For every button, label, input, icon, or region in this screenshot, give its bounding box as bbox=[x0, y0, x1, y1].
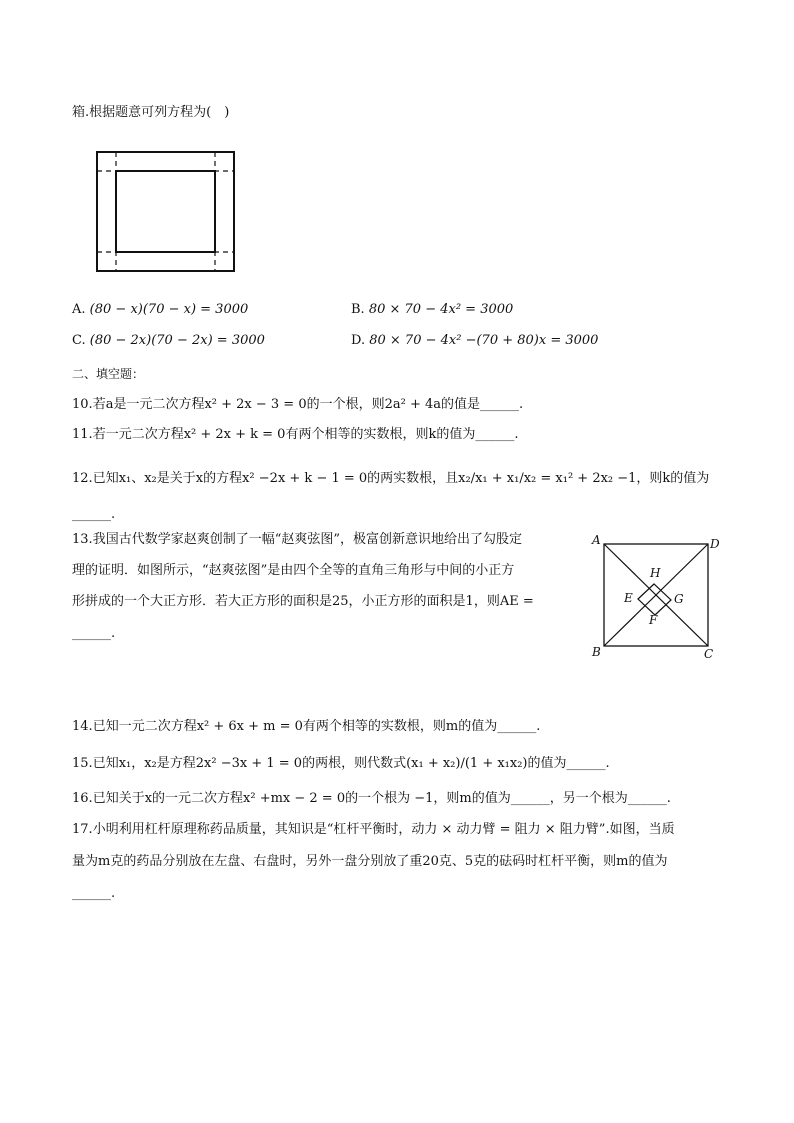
question-text: 已知关于x的一元二次方程x² +mx − 2 = 0的一个根为 −1，则m的值为______，另一个根为______. bbox=[92, 791, 671, 806]
question-13-line-2: 理的证明．如图所示，“赵爽弦图”是由四个全等的直角三角形与中间的小正方 bbox=[72, 563, 515, 578]
question-number: 13. bbox=[72, 532, 93, 547]
option-d-expr: 80 × 70 − 4x² −(70 + 80)x = 3000 bbox=[369, 333, 599, 348]
question-number: 11. bbox=[72, 427, 93, 442]
question-16 bbox=[72, 790, 671, 808]
question-text: 若a是一元二次方程x² + 2x − 3 = 0的一个根，则2a² + 4a的值是______. bbox=[92, 397, 524, 412]
option-a[interactable] bbox=[72, 302, 248, 317]
question-text: 小明利用杠杆原理称药品质量，其知识是“杠杆平衡时，动力 × 动力臂 = 阻力 × 阻力臂”.如图，当质 bbox=[92, 822, 675, 837]
box-net-figure bbox=[96, 150, 236, 274]
label-a: A bbox=[592, 533, 601, 547]
question-15 bbox=[72, 755, 610, 773]
question-number: 12. bbox=[72, 471, 93, 486]
label-c: C bbox=[704, 647, 714, 661]
option-d-label: D. bbox=[351, 333, 366, 348]
option-b[interactable] bbox=[351, 302, 513, 317]
question-17-line-3: ______. bbox=[72, 886, 116, 901]
question-text: 若一元二次方程x² + 2x + k = 0有两个相等的实数根，则k的值为______. bbox=[92, 427, 519, 442]
option-c-label: C. bbox=[72, 333, 86, 348]
zhao-shuang-figure bbox=[586, 532, 726, 664]
question-text: 已知x₁、x₂是关于x的方程x² −2x + k − 1 = 0的两实数根，且x₂/x₁ + x₁/x₂ = x₁² + 2x₂ −1，则k的值为______. bbox=[72, 471, 710, 522]
question-number: 17. bbox=[72, 822, 93, 837]
question-number: 15. bbox=[72, 756, 93, 771]
inner-rect bbox=[116, 171, 215, 252]
question-number: 16. bbox=[72, 791, 93, 806]
q9-intro: 箱.根据题意可列方程为( ) bbox=[72, 105, 230, 120]
question-11 bbox=[72, 426, 518, 444]
option-c[interactable] bbox=[72, 333, 265, 348]
section-heading: 二、填空题： bbox=[72, 367, 145, 381]
label-g: G bbox=[674, 592, 684, 606]
question-text: 已知一元二次方程x² + 6x + m = 0有两个相等的实数根，则m的值为______. bbox=[92, 719, 541, 734]
question-10 bbox=[72, 396, 523, 414]
option-c-expr: (80 − 2x)(70 − 2x) = 3000 bbox=[89, 333, 265, 348]
question-13-line-4: ______. bbox=[72, 626, 116, 641]
question-number: 10. bbox=[72, 397, 93, 412]
label-h: H bbox=[650, 566, 661, 580]
outer-rect bbox=[97, 152, 234, 271]
question-text: 我国古代数学家赵爽创制了一幅“赵爽弦图”，极富创新意识地给出了勾股定 bbox=[92, 532, 522, 547]
label-e: E bbox=[624, 591, 633, 605]
question-17-line-2: 量为m克的药品分别放在左盘、右盘时，另外一盘分别放了重20克、5克的砝码时杠杆平衡，则m的值为 bbox=[72, 854, 668, 869]
label-f: F bbox=[649, 613, 658, 627]
question-12 bbox=[72, 461, 712, 533]
option-b-expr: 80 × 70 − 4x² = 3000 bbox=[368, 302, 514, 317]
question-13-line-1 bbox=[72, 531, 522, 549]
label-b: B bbox=[592, 645, 601, 659]
small-square bbox=[638, 584, 671, 615]
label-d: D bbox=[710, 537, 720, 551]
option-a-expr: (80 − x)(70 − x) = 3000 bbox=[89, 302, 249, 317]
question-text: 已知x₁，x₂是方程2x² −3x + 1 = 0的两根，则代数式(x₁ + x₂)/(1 + x₁x₂)的值为______. bbox=[92, 756, 610, 771]
option-b-label: B. bbox=[351, 302, 365, 317]
question-13-line-3: 形拼成的一个大正方形．若大正方形的面积是25，小正方形的面积是1，则AE = bbox=[72, 594, 534, 609]
question-17-line-1 bbox=[72, 821, 675, 839]
option-d[interactable] bbox=[351, 333, 598, 348]
question-14 bbox=[72, 718, 540, 736]
question-number: 14. bbox=[72, 719, 93, 734]
option-a-label: A. bbox=[72, 302, 86, 317]
